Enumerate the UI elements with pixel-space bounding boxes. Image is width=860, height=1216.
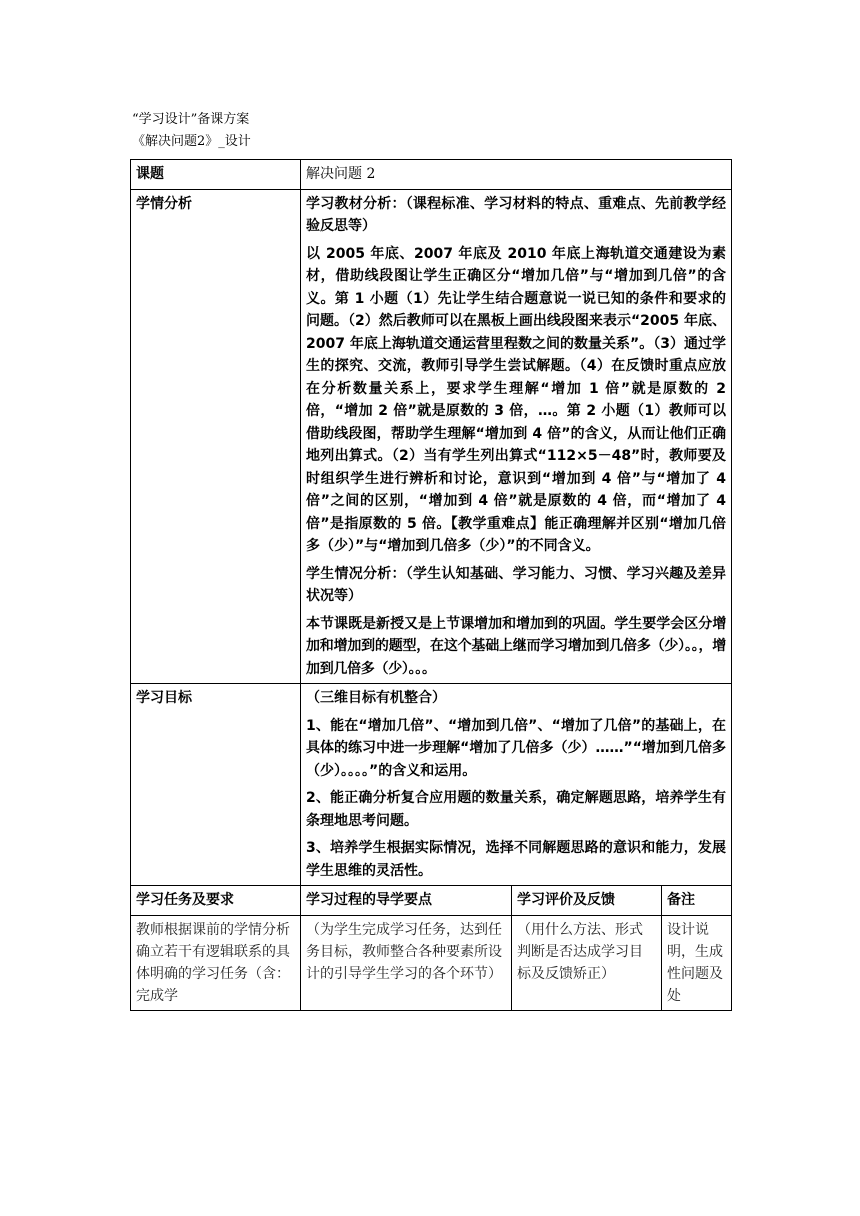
goal-item-2: 2、能正确分析复合应用题的数量关系，确定解题思路，培养学生有条理地思考问题。 — [306, 790, 727, 829]
goals-label: 学习目标 — [131, 684, 301, 886]
topic-label: 课题 — [131, 160, 301, 190]
task-desc-col2-text: （为学生完成学习任务，达到任务目标，教师整合各种要素所设计的引导学生学习的各个环节） — [306, 921, 502, 982]
row-analysis — [131, 189, 732, 684]
task-header-col2: 学习过程的导学要点 — [301, 886, 512, 916]
student-body: 本节课既是新授又是上节课增加和增加到的巩固。学生要学会区分增加和增加到的题型，在这个基础上继而学习增加到几倍多（少）。。，增加到几倍多（少）。。。 — [306, 615, 727, 677]
row-goals — [131, 684, 732, 886]
task-desc-col4-text: 设计说明，生成性问题及处 — [667, 921, 723, 1004]
row-task-desc — [131, 915, 732, 1010]
analysis-content — [301, 189, 732, 684]
row-topic — [131, 160, 732, 190]
task-desc-col1 — [131, 915, 301, 1010]
task-header-col1: 学习任务及要求 — [131, 886, 301, 916]
topic-value: 解决问题 2 — [301, 160, 732, 190]
task-desc-col3 — [512, 915, 662, 1010]
task-desc-col1-text: 教师根据课前的学情分析确立若干有逻辑联系的具体明确的学习任务（含：完成学 — [136, 921, 290, 1004]
goals-content — [301, 684, 732, 886]
material-body: 以 2005 年底、2007 年底及 2010 年底上海轨道交通建设为素材，借助线段图让学生正确区分“增加几倍”与“增加到几倍”的含义。第 1 小题（1）先让学生结合题意说一说已知的条件和要求的问题。（2）然后教师可以在黑板上画出线段图来表示“2005 年底、2007 年底上海轨道交通运营里程数之间的数量关系”。（3）通过学生的探究、交流，教师引导学生尝试解题。（4）在反馈时重点应放在分析数量关系上，要求学生理解“增加 1 倍”就是原数的 2 倍，“增加 2 倍”就是原数的 3 倍，…。第 2 小题（1）教师可以借助线段图，帮助学生理解“增加到 4 倍”的含义，从而让他们正确地列出算式。（2）当有学生列出算式“112×5－48”时，教师要及时组织学生进行辨析和讨论，意识到“增加到 4 倍”与“增加了 4 倍”之间的区别，“增加到 4 倍”就是原数的 4 倍，而“增加了 4 倍”是指原数的 5 倍。【教学重难点】能正确理解并区别“增加几倍多（少）”与“增加到几倍多（少）”的不同含义。 — [306, 245, 727, 554]
task-header-col4: 备注 — [662, 886, 732, 916]
student-heading: 学生情况分析：（学生认知基础、学习能力、习惯、学习兴趣及差异状况等） — [306, 565, 727, 604]
task-header-col3: 学习评价及反馈 — [512, 886, 662, 916]
row-task-headers — [131, 886, 732, 916]
plan-title: “学习设计”备课方案 — [132, 112, 250, 127]
task-desc-col3-text: （用什么方法、形式判断是否达成学习目标及反馈矫正） — [517, 921, 643, 982]
task-desc-col4 — [662, 915, 732, 1010]
goal-item-3: 3、培养学生根据实际情况，选择不同解题思路的意识和能力，发展学生思维的灵活性。 — [306, 840, 727, 879]
lesson-subtitle: 《解决问题2》_设计 — [132, 134, 251, 149]
goal-item-1: 1、能在“增加几倍”、“增加到几倍”、“增加了几倍”的基础上，在具体的练习中进一步理解“增加了几倍多（少）……”“增加到几倍多（少）。。。。”的含义和运用。 — [306, 717, 727, 779]
document-header — [132, 109, 732, 153]
material-heading: 学习教材分析：（课程标准、学习材料的特点、重难点、先前教学经验反思等） — [306, 195, 727, 234]
analysis-label: 学情分析 — [131, 189, 301, 684]
goals-intro: （三维目标有机整合） — [306, 690, 446, 706]
lesson-plan-table — [130, 159, 732, 1011]
task-desc-col2 — [301, 915, 512, 1010]
